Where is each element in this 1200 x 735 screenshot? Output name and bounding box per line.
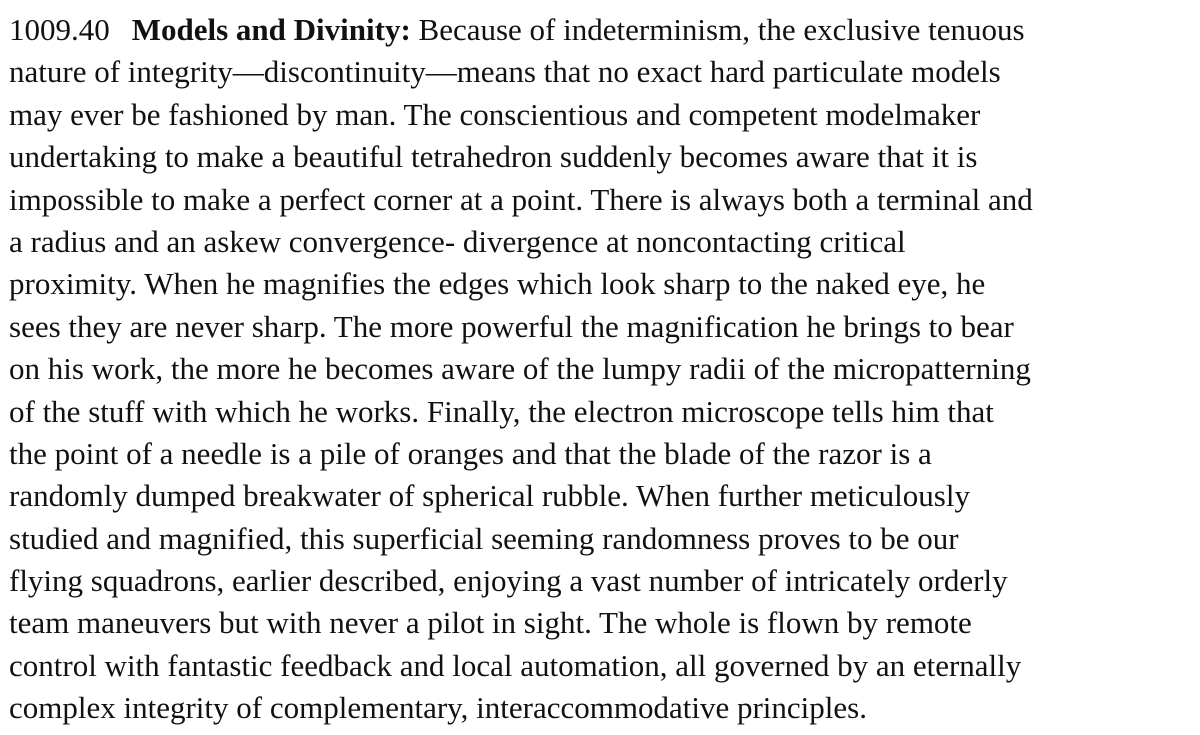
paragraph-line: may ever be fashioned by man. The conscientious and competent modelmaker [9, 96, 981, 132]
paragraph-line-text: Because of indeterminism, the exclusive tenuous [418, 12, 1025, 47]
paragraph-line: team maneuvers but with never a pilot in sight. The whole is flown by remote [9, 605, 972, 641]
paragraph-line: proximity. When he magnifies the edges which look sharp to the naked eye, he [9, 266, 986, 302]
paragraph-line: nature of integrity—discontinuity—means that no exact hard particulate models [9, 54, 1001, 90]
section-number: 1009.40 [9, 12, 110, 47]
paragraph-line: of the stuff with which he works. Finally, the electron microscope tells him that [9, 393, 994, 429]
paragraph-line: studied and magnified, this superficial seeming randomness proves to be our [9, 520, 959, 556]
paragraph-line: the point of a needle is a pile of oranges and that the blade of the razor is a [9, 435, 932, 471]
paragraph [9, 9, 1033, 730]
paragraph-line: on his work, the more he becomes aware of the lumpy radii of the micropatterning [9, 351, 1031, 387]
paragraph-line: randomly dumped breakwater of spherical rubble. When further meticulously [9, 478, 970, 514]
paragraph-line: sees they are never sharp. The more powerful the magnification he brings to bear [9, 308, 1014, 344]
paragraph-line: complex integrity of complementary, interaccommodative principles. [9, 690, 867, 726]
paragraph-line: a radius and an askew convergence- divergence at noncontacting critical [9, 223, 906, 259]
paragraph-line: impossible to make a perfect corner at a point. There is always both a terminal and [9, 181, 1033, 217]
paragraph-line: flying squadrons, earlier described, enjoying a vast number of intricately orderly [9, 563, 1008, 599]
paragraph-line: undertaking to make a beautiful tetrahedron suddenly becomes aware that it is [9, 139, 978, 175]
paragraph-line: control with fantastic feedback and local automation, all governed by an eternally [9, 647, 1022, 683]
paragraph-line-first [9, 9, 1033, 51]
section-heading: Models and Divinity: [131, 12, 411, 47]
